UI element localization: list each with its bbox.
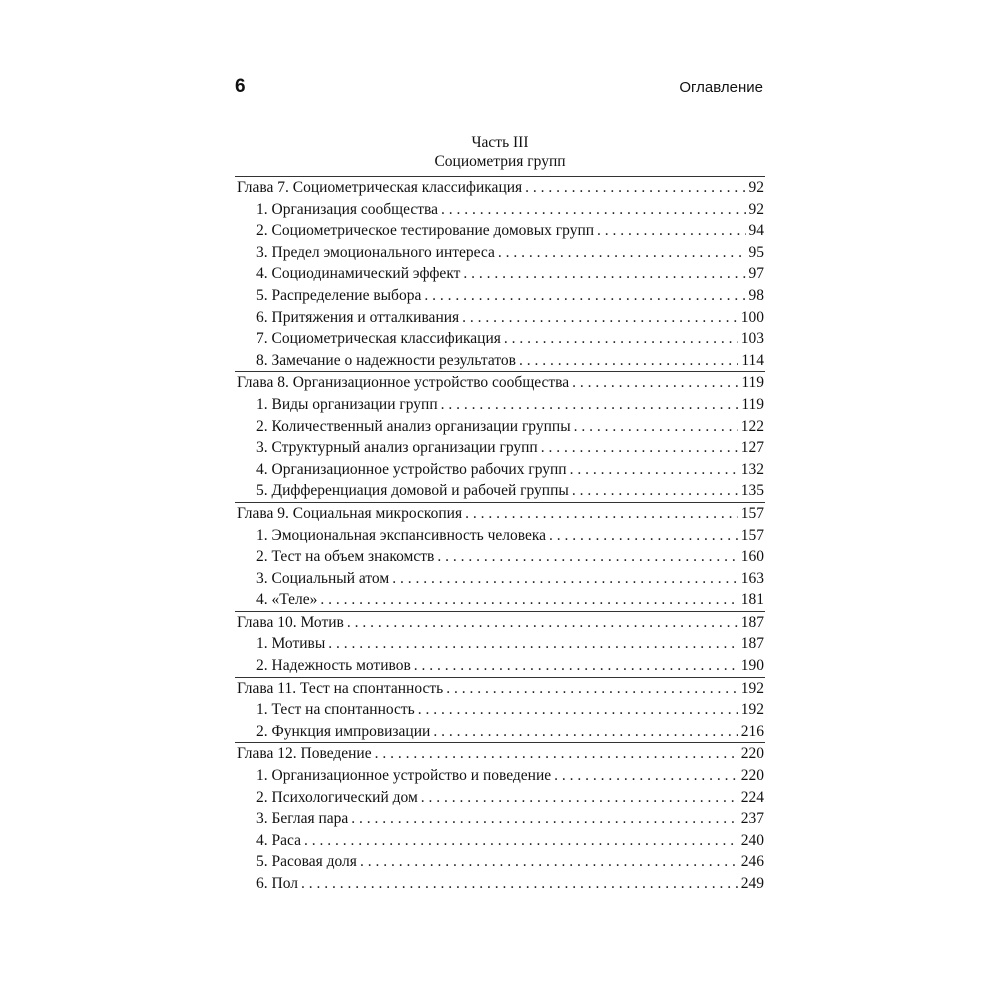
dot-leader (441, 394, 739, 416)
dot-leader (525, 177, 745, 199)
toc-entry-title: 6. Пол (256, 875, 298, 892)
toc-section-entry[interactable] (235, 787, 765, 809)
toc-section-entry[interactable] (235, 242, 765, 264)
toc-entry-title: 5. Дифференциация домовой и рабочей группы (256, 482, 569, 500)
toc-entry-title: Глава 11. Тест на спонтанность (237, 679, 444, 697)
toc-section-entry[interactable] (235, 699, 765, 721)
toc-entry-title: 7. Социометрическая классификация (256, 330, 501, 348)
toc-section-entry[interactable] (235, 394, 765, 416)
toc-entry-title: 3. Беглая пара (256, 810, 349, 828)
toc-entry-title: 4. Раса (256, 831, 301, 849)
page-number: 6 (235, 76, 246, 97)
part-label: Часть III (471, 134, 529, 151)
dot-leader (441, 199, 746, 221)
toc-section-entry[interactable] (235, 220, 765, 242)
toc-page-number: 190 (740, 657, 764, 675)
toc-page-number: 157 (740, 526, 764, 544)
dot-leader (375, 743, 738, 765)
toc-page-number: 163 (740, 569, 764, 587)
toc-page-number: 240 (740, 831, 764, 849)
dot-leader (421, 787, 738, 809)
toc-entry-title: 5. Расовая доля (256, 853, 357, 871)
toc-entry-title: 4. Социодинамический эффект (256, 265, 461, 283)
toc-page-number: 192 (740, 679, 764, 697)
toc-section-entry[interactable] (235, 765, 765, 787)
toc-page-number: 135 (740, 482, 764, 500)
toc-page-number: 237 (740, 810, 764, 828)
toc-entry-title: 2. Социометрическое тестирование домовых групп (256, 222, 595, 240)
toc-section-entry[interactable] (235, 416, 765, 438)
dot-leader (504, 328, 738, 350)
toc-entry-title: 1. Организация сообщества (256, 200, 438, 218)
toc-chapter-entry[interactable] (235, 742, 765, 765)
toc-entry-title: 3. Структурный анализ организации групп (256, 439, 538, 457)
dot-leader (463, 263, 745, 285)
dot-leader (572, 480, 738, 502)
toc-entry-title: 1. Организационное устройство и поведение (256, 767, 552, 785)
dot-leader (541, 437, 738, 459)
toc-section-entry[interactable] (235, 633, 765, 655)
toc-chapter-entry[interactable] (235, 176, 765, 199)
dot-leader (347, 612, 738, 634)
toc-entry-title: 4. «Теле» (256, 591, 318, 609)
toc-section-entry[interactable] (235, 655, 765, 677)
toc-section-entry[interactable] (235, 589, 765, 611)
toc-entry-title: Глава 10. Мотив (237, 613, 344, 631)
toc-entry-title: Глава 9. Социальная микроскопия (237, 504, 463, 522)
dot-leader (572, 372, 738, 394)
toc-page-number: 114 (741, 351, 764, 369)
toc-section-entry[interactable] (235, 328, 765, 350)
running-header: Оглавление (679, 79, 763, 96)
toc-page-number: 95 (748, 243, 764, 261)
dot-leader (424, 285, 745, 307)
toc-page-number: 100 (740, 308, 764, 326)
toc-page-number: 127 (740, 439, 764, 457)
dot-leader (554, 765, 738, 787)
toc-entry-title: Глава 7. Социометрическая классификация (237, 179, 523, 196)
toc-page-number: 157 (740, 504, 764, 522)
toc-page-number: 94 (748, 222, 764, 240)
toc-page-number: 192 (740, 701, 764, 719)
dot-leader (570, 459, 738, 481)
toc-page-number: 187 (740, 613, 764, 631)
table-of-contents (235, 176, 765, 895)
toc-entry-title: 1. Эмоциональная экспансивность человека (256, 526, 547, 544)
toc-chapter-entry[interactable] (235, 502, 765, 525)
toc-entry-title: 1. Мотивы (256, 635, 326, 653)
toc-section-entry[interactable] (235, 285, 765, 307)
toc-section-entry[interactable] (235, 851, 765, 873)
toc-page-number: 97 (748, 265, 764, 283)
toc-entry-title: 2. Функция импровизации (256, 722, 431, 740)
toc-chapter-entry[interactable] (235, 677, 765, 700)
toc-entry-title: 3. Предел эмоционального интереса (256, 243, 495, 261)
toc-page-number: 246 (740, 853, 764, 871)
toc-entry-title: 4. Организационное устройство рабочих групп (256, 460, 567, 478)
toc-page-number: 98 (748, 286, 764, 304)
toc-entry-title: 1. Тест на спонтанность (256, 701, 415, 719)
toc-page-number: 92 (748, 200, 764, 218)
toc-entry-title: 2. Психологический дом (256, 788, 418, 806)
toc-page-number: 181 (740, 591, 764, 609)
dot-leader (498, 242, 746, 264)
dot-leader (301, 873, 738, 895)
part-title: Социометрия групп (434, 153, 566, 170)
dot-leader (418, 699, 738, 721)
dot-leader (597, 220, 745, 242)
toc-section-entry[interactable] (235, 350, 765, 372)
toc-entry-title: 2. Надежность мотивов (256, 657, 411, 675)
dot-leader (320, 589, 737, 611)
dot-leader (304, 830, 738, 852)
toc-entry-title: 6. Притяжения и отталкивания (256, 308, 460, 326)
toc-page-number: 119 (741, 395, 764, 413)
toc-page-number: 103 (740, 330, 764, 348)
toc-chapter-entry[interactable] (235, 371, 765, 394)
toc-page-number: 220 (740, 767, 764, 785)
toc-entry-title: 5. Распределение выбора (256, 286, 422, 304)
dot-leader (437, 546, 737, 568)
toc-entry-title: 3. Социальный атом (256, 569, 390, 587)
toc-chapter-entry[interactable] (235, 611, 765, 634)
toc-page-number: 92 (748, 179, 764, 196)
toc-entry-title: 1. Виды организации групп (256, 395, 438, 413)
toc-section-entry[interactable] (235, 721, 765, 743)
part-heading (235, 133, 765, 171)
toc-page-number: 224 (740, 788, 764, 806)
dot-leader (392, 568, 738, 590)
toc-page-number: 249 (740, 875, 764, 892)
toc-page-number: 220 (740, 745, 764, 763)
dot-leader (549, 525, 738, 547)
toc-section-entry[interactable] (235, 459, 765, 481)
toc-page-number: 132 (740, 460, 764, 478)
toc-entry-title: 2. Количественный анализ организации группы (256, 417, 571, 435)
toc-section-entry[interactable] (235, 546, 765, 568)
toc-page-number: 187 (740, 635, 764, 653)
toc-section-entry[interactable] (235, 263, 765, 285)
dot-leader (462, 307, 738, 329)
dot-leader (465, 503, 738, 525)
toc-section-entry[interactable] (235, 808, 765, 830)
toc-page-number: 160 (740, 548, 764, 566)
toc-section-entry[interactable] (235, 873, 765, 895)
dot-leader (414, 655, 738, 677)
dot-leader (519, 350, 738, 372)
toc-page-number: 122 (740, 417, 764, 435)
dot-leader (351, 808, 737, 830)
toc-section-entry[interactable] (235, 480, 765, 502)
toc-section-entry[interactable] (235, 830, 765, 852)
toc-entry-title: Глава 8. Организационное устройство сообщества (237, 374, 570, 392)
toc-section-entry[interactable] (235, 199, 765, 221)
dot-leader (574, 416, 738, 438)
dot-leader (328, 633, 738, 655)
toc-entry-title: 8. Замечание о надежности результатов (256, 351, 516, 369)
toc-section-entry[interactable] (235, 525, 765, 547)
toc-entry-title: Глава 12. Поведение (237, 745, 372, 763)
dot-leader (360, 851, 738, 873)
dot-leader (446, 678, 738, 700)
toc-section-entry[interactable] (235, 568, 765, 590)
toc-page-number: 216 (740, 722, 764, 740)
dot-leader (433, 721, 737, 743)
toc-section-entry[interactable] (235, 307, 765, 329)
toc-section-entry[interactable] (235, 437, 765, 459)
toc-page-number: 119 (741, 374, 764, 392)
toc-entry-title: 2. Тест на объем знакомств (256, 548, 435, 566)
